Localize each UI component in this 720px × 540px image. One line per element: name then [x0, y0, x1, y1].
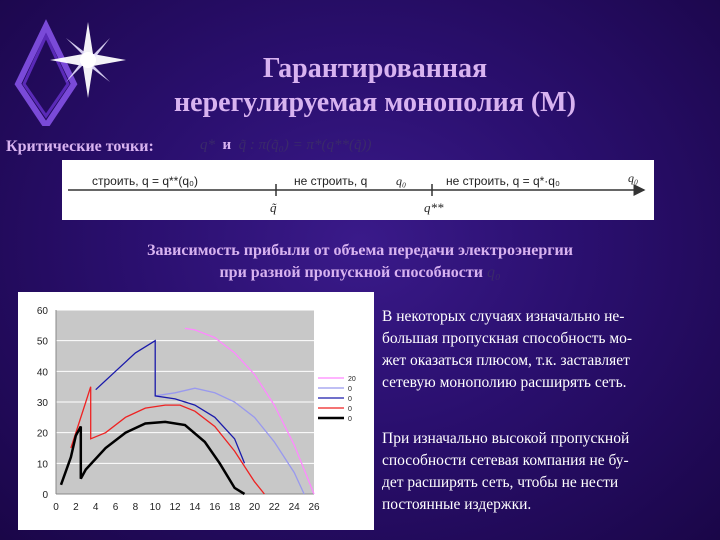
caption-line-2: при разной пропускной способности: [219, 264, 483, 281]
x-tick-label: 0: [53, 502, 59, 513]
decision-diagram: [62, 160, 654, 220]
y-tick-label: 10: [36, 459, 48, 471]
x-tick-label: 10: [149, 502, 161, 513]
x-tick-label: 20: [248, 502, 261, 513]
and-word: и: [222, 137, 232, 153]
caption-line-1: Зависимость прибыли от объема передачи электроэнергии: [147, 242, 573, 259]
para2-line: способности сетевая компания не бу-: [382, 452, 629, 469]
x-tick-label: 4: [92, 502, 99, 513]
x-tick-label: 22: [268, 502, 280, 513]
q-star-symbol: q*: [200, 137, 215, 153]
y-tick-label: 50: [36, 336, 48, 348]
diagram-tick-2-label: q**: [424, 200, 444, 215]
para1-line: большая пропускная способность мо-: [382, 330, 633, 347]
x-tick-label: 6: [112, 502, 119, 513]
diagram-segment-build: строить, q = q**(q₀): [92, 174, 198, 188]
diagram-segment-no-build-2: не строить, q = q*·q₀: [446, 174, 560, 188]
x-tick-label: 2: [73, 502, 79, 513]
x-tick-label: 8: [132, 502, 139, 513]
paragraph-2: [382, 428, 712, 516]
y-tick-label: 60: [36, 306, 48, 317]
x-tick-label: 26: [308, 502, 320, 513]
x-tick-label: 24: [288, 502, 300, 513]
legend-label: 20: [348, 376, 356, 383]
diamond-star-logo: [14, 14, 126, 126]
slide-title: [120, 52, 630, 120]
title-line-2: нерегулируемая монополия (М): [174, 87, 576, 118]
diagram-segment-no-build-q0: q₀: [396, 174, 407, 188]
diagram-segment-no-build: не строить, q: [294, 174, 368, 188]
para1-line: сетевую монополию расширять сеть.: [382, 374, 627, 391]
legend-label: 0: [348, 396, 352, 403]
para1-line: жет оказаться плюсом, т.к. заставляет: [382, 352, 630, 369]
legend-label: 0: [348, 416, 352, 423]
critical-points-label: Критические точки:: [6, 138, 154, 155]
y-tick-label: 30: [36, 398, 48, 409]
caption-q0: q₀: [486, 264, 501, 281]
legend-label: 0: [348, 386, 352, 393]
x-tick-label: 14: [189, 502, 201, 513]
y-tick-label: 20: [36, 428, 48, 440]
para2-line: постоянные издержки.: [382, 496, 532, 513]
x-tick-label: 12: [169, 502, 181, 513]
chart-caption: [60, 240, 660, 284]
para1-line: В некоторых случаях изначально не-: [382, 308, 625, 325]
x-tick-label: 16: [209, 502, 221, 513]
q-tilde-symbol: q̃: [238, 137, 247, 153]
title-line-1: Гарантированная: [262, 53, 488, 84]
profit-chart: [18, 292, 374, 530]
y-tick-label: 0: [42, 490, 48, 501]
para2-line: При изначально высокой пропускной: [382, 430, 630, 447]
legend-label: 0: [348, 406, 352, 413]
diagram-axis-label: q₀: [628, 171, 639, 185]
diagram-tick-1-label: q̃: [270, 200, 277, 215]
y-tick-label: 40: [36, 367, 48, 379]
x-tick-label: 18: [229, 502, 241, 513]
critical-points-formula: [200, 137, 372, 154]
para2-line: дет расширять сеть, чтобы не нести: [382, 474, 619, 491]
critical-equation: : π(q̃₀) = π*(q**(q̃)): [249, 137, 372, 153]
paragraph-1: [382, 306, 712, 394]
